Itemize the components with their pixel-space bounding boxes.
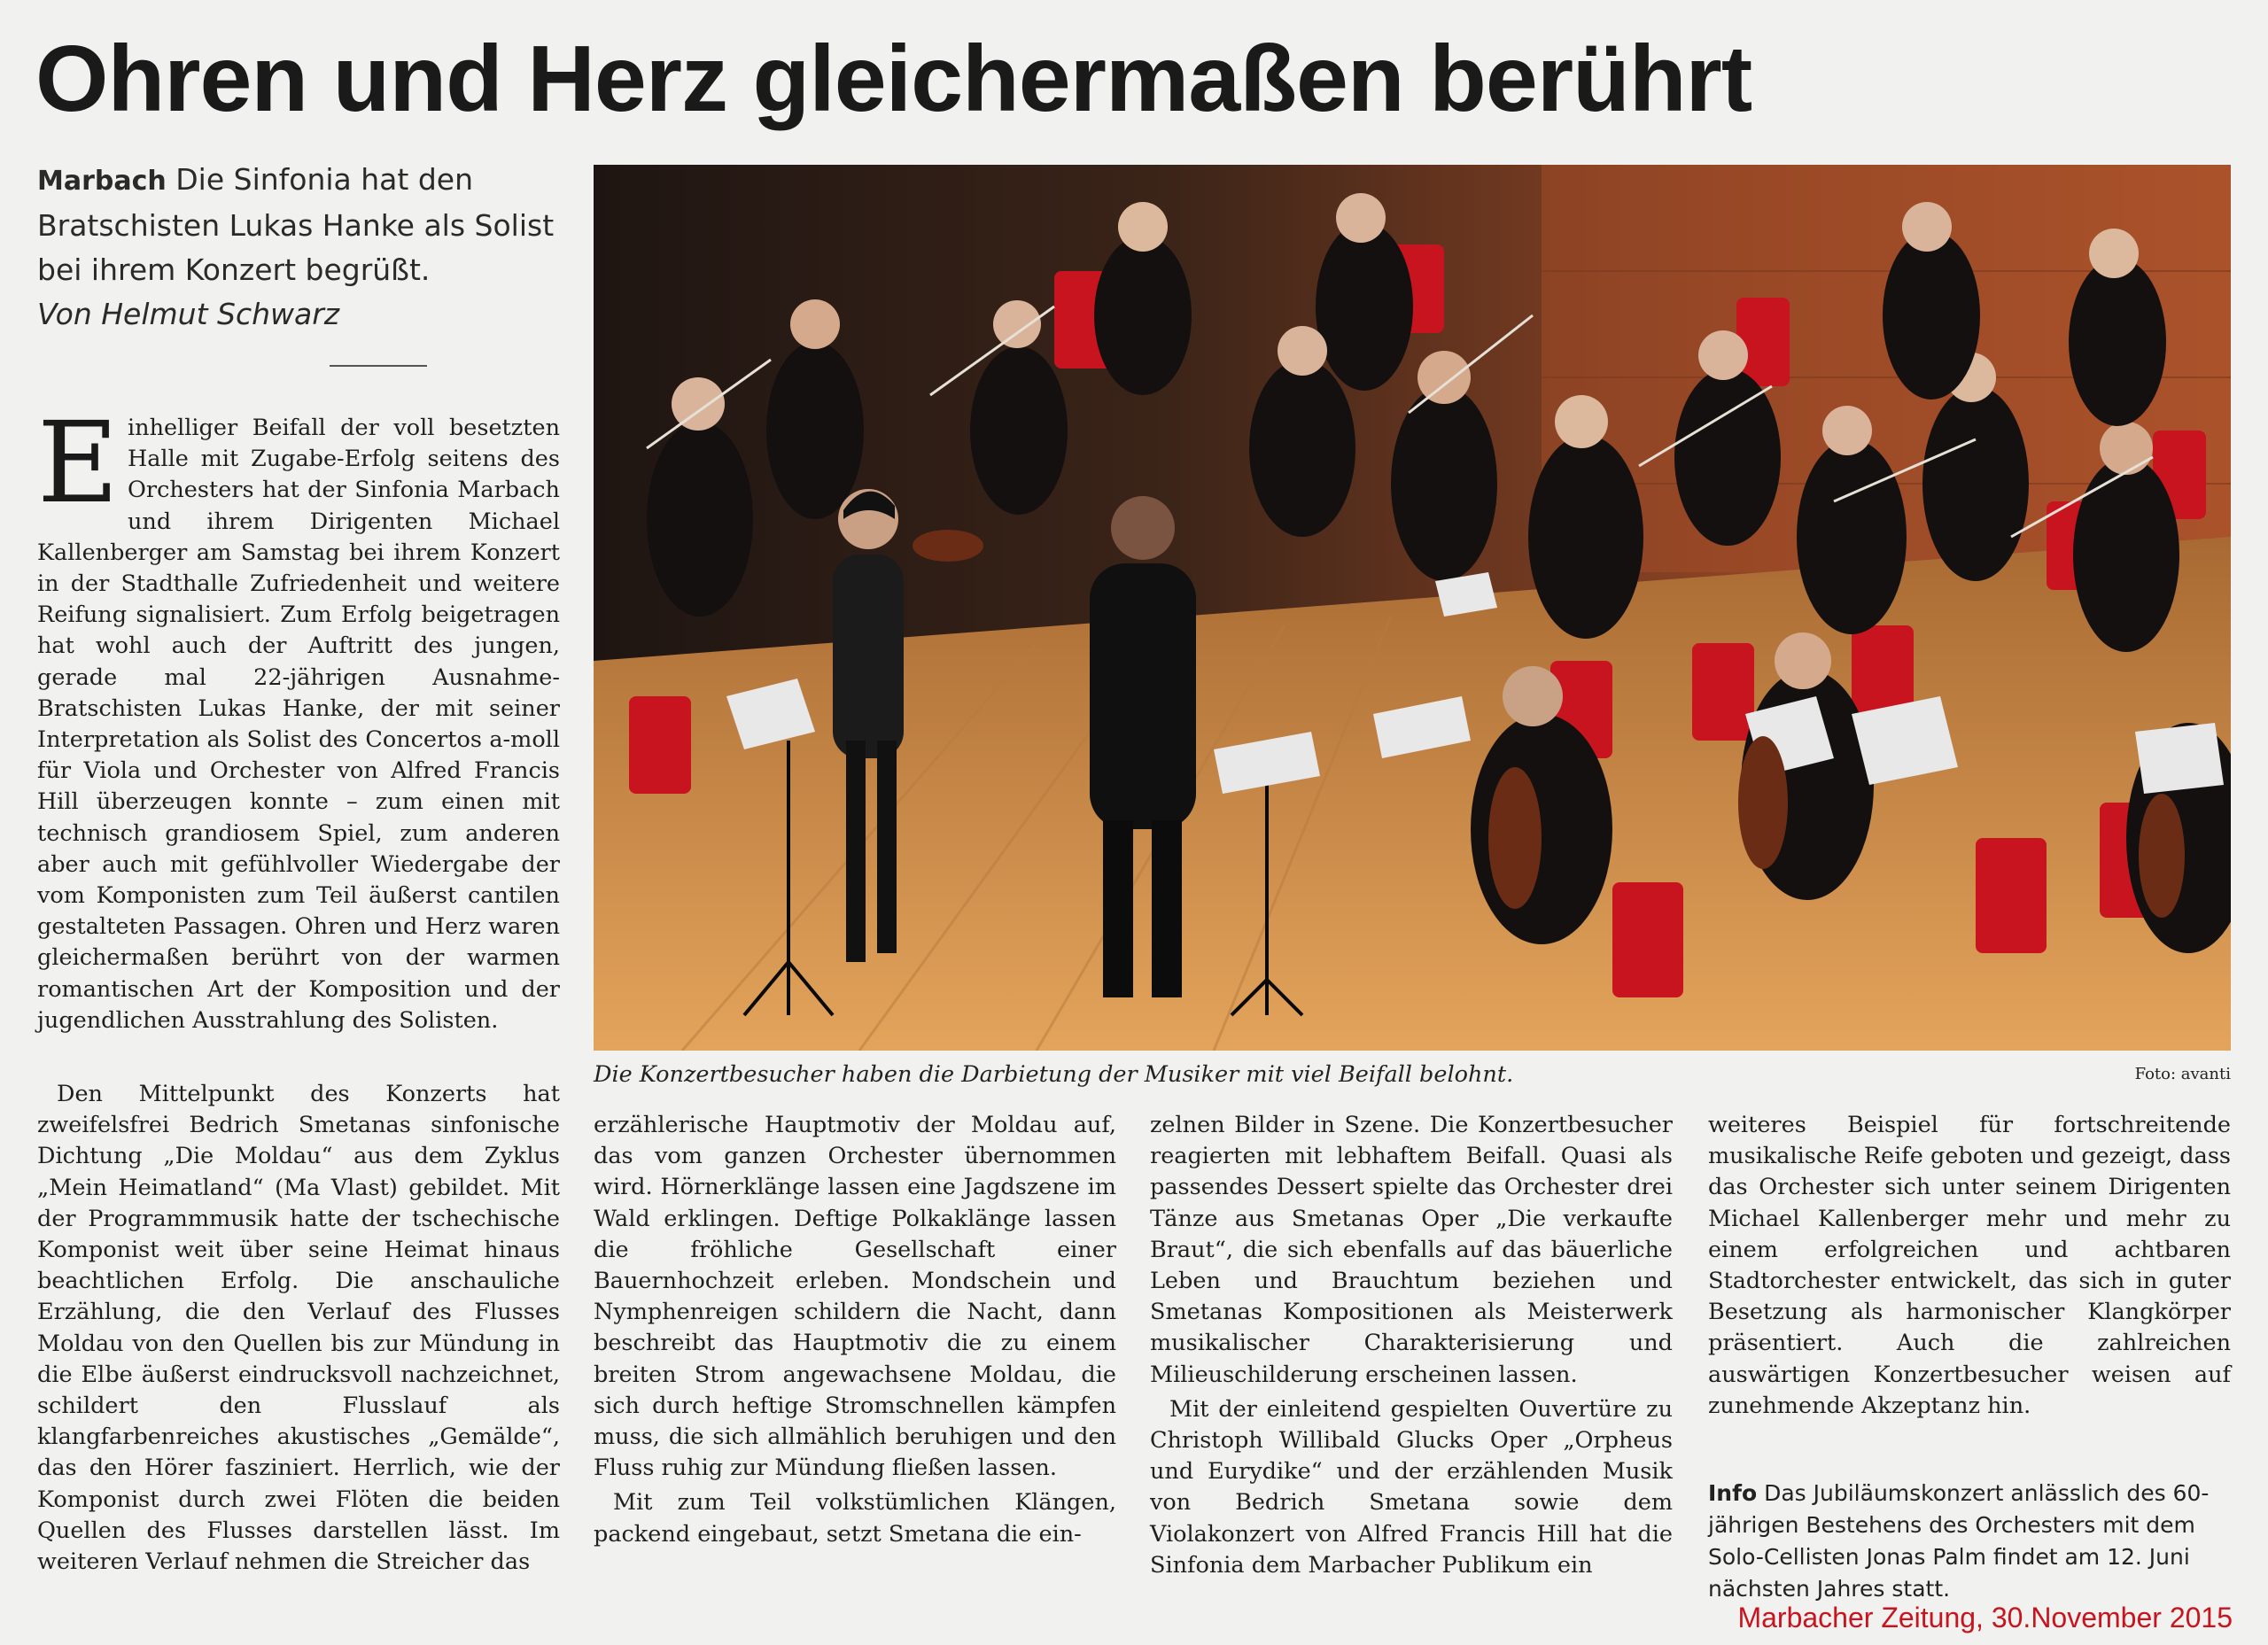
photo-caption: Die Konzertbesucher haben die Darbietung der Musiker mit viel Beifall belohnt. xyxy=(594,1061,1514,1088)
lead-place: Marbach xyxy=(37,166,167,197)
paragraph-1 xyxy=(37,398,560,1036)
photo-credit: Foto: avanti xyxy=(2134,1065,2231,1083)
info-label: Info xyxy=(1708,1480,1758,1506)
article-column-3 xyxy=(1150,1110,1673,1581)
headline: Ohren und Herz gleichermaßen berührt xyxy=(35,27,1752,131)
orchestra-photo-illustration xyxy=(594,165,2231,1051)
paragraph-2-continued: erzählerische Hauptmotiv der Moldau auf, das vom ganzen Orchester übernommen wird. Hörnerklänge lassen eine Jagdszene im Wald erklingen. Deftige Polkaklänge lassen die fröhliche Gesellschaft einer Bauernhochzeit erleben. Mondschein und Nymphenreigen schildern die Nacht, dann beschreibt das Hauptmotiv die zu einem breiten Strom angewachsene Moldau, die sich durch heftige Stromschnellen kämpfen muss, die sich allmählich beruhigen und den Fluss ruhig zur Mündung fließen lassen. xyxy=(594,1112,1116,1482)
article-column-2 xyxy=(594,1110,1116,1550)
orchestra-photo xyxy=(594,165,2231,1051)
lead-author: Von Helmut Schwarz xyxy=(37,297,340,331)
paragraph-4-continued: weiteres Beispiel für fortschreitende musikalische Reife geboten und gezeigt, dass das Orchester sich unter seinem Dirigenten Michael Kallenberger mehr und mehr zu einem erfolgreichen und achtbaren Stadtorchester entwickelt, das sich in guter Besetzung als harmonischer Klangkörper präsentiert. Auch die zahlreichen auswärtigen Konzertbesucher weisen auf zunehmende Akzeptanz hin. xyxy=(1708,1112,2231,1419)
info-text: Das Jubiläumskonzert anlässlich des 60-jährigen Bestehens des Orchesters mit dem Solo-Cellisten Jonas Palm findet am 12. Juni nächsten Jahres statt. xyxy=(1708,1480,2210,1602)
info-box xyxy=(1708,1478,2231,1605)
paragraph-1-text: inhelliger Beifall der voll besetzten Halle mit Zugabe-Erfolg seitens des Orchesters hat der Sinfonia Marbach und ihrem Dirigenten Michael Kallenberger am Samstag bei ihrem Konzert in der Stadthalle Zufriedenheit und weitere Reifung signalisiert. Zum Erfolg beigetragen hat wohl auch der Auftritt des jungen, gerade mal 22-jährigen Ausnahme-Bratschisten Lukas Hanke, der mit seiner Interpretation als Solist des Concertos a-moll für Viola und Orchester von Alfred Francis Hill überzeugen konnte – zum einen mit technisch grandiosem Spiel, zum anderen aber auch mit gefühlvoller Wiedergabe der vom Komponisten zum Teil äußerst cantilen gestalteten Passagen. Ohren und Herz waren gleichermaßen berührt von der warmen romantischen Art der Komposition und der jugendlichen Ausstrahlung des Solisten. xyxy=(37,415,560,1034)
article-column-4 xyxy=(1708,1110,2231,1422)
article-column-1-bottom xyxy=(37,1079,560,1578)
lead-text: Die Sinfonia hat den Bratschisten Lukas Hanke als Solist bei ihrem Konzert begrüßt. xyxy=(37,162,555,287)
article-column-1-top xyxy=(37,398,560,1036)
source-note: Marbacher Zeitung, 30.November 2015 xyxy=(1737,1602,2233,1633)
drop-cap: E xyxy=(37,398,119,528)
paragraph-4: Mit der einleitend gespielten Ouvertüre zu Christoph Willibald Glucks Oper „Orpheus und Eurydike“ und der erzählenden Musik von Bedrich Smetana sowie dem Violakonzert von Alfred Francis Hill hat die Sinfonia dem Marbacher Publikum ein xyxy=(1150,1395,1673,1579)
lead-divider xyxy=(330,365,427,367)
lead-paragraph xyxy=(37,158,586,337)
paragraph-3: Mit zum Teil volkstümlichen Klängen, packend eingebaut, setzt Smetana die ein- xyxy=(594,1489,1116,1548)
paragraph-3-continued: zelnen Bilder in Szene. Die Konzertbesucher reagierten mit lebhaftem Beifall. Quasi als passendes Dessert spielte das Orchester drei Tänze aus Smetanas Oper „Die verkaufte Braut“, die sich ebenfalls auf das bäuerliche Leben und Brauchtum beziehen und Smetanas Kompositionen als Meisterwerk musikalischer Charakterisierung und Milieuschilderung erscheinen lassen. xyxy=(1150,1112,1673,1388)
paragraph-2: Den Mittelpunkt des Konzerts hat zweifelsfrei Bedrich Smetanas sinfonische Dichtung „Die Moldau“ aus dem Zyklus „Mein Heimatland“ (Ma Vlast) gebildet. Mit der Programmmusik hatte der tschechische Komponist weit über seine Heimat hinaus beachtlichen Erfolg. Die anschauliche Erzählung, die den Verlauf des Flusses Moldau von den Quellen bis zur Mündung in die Elbe äußerst eindrucksvoll nachzeichnet, schildert den Flusslauf als klangfarbenreiches akustisches „Gemälde“, das den Hörer fasziniert. Herrlich, wie der Komponist durch zwei Flöten die beiden Quellen des Flusses darstellen lässt. Im weiteren Verlauf nehmen die Streicher das xyxy=(37,1081,560,1576)
